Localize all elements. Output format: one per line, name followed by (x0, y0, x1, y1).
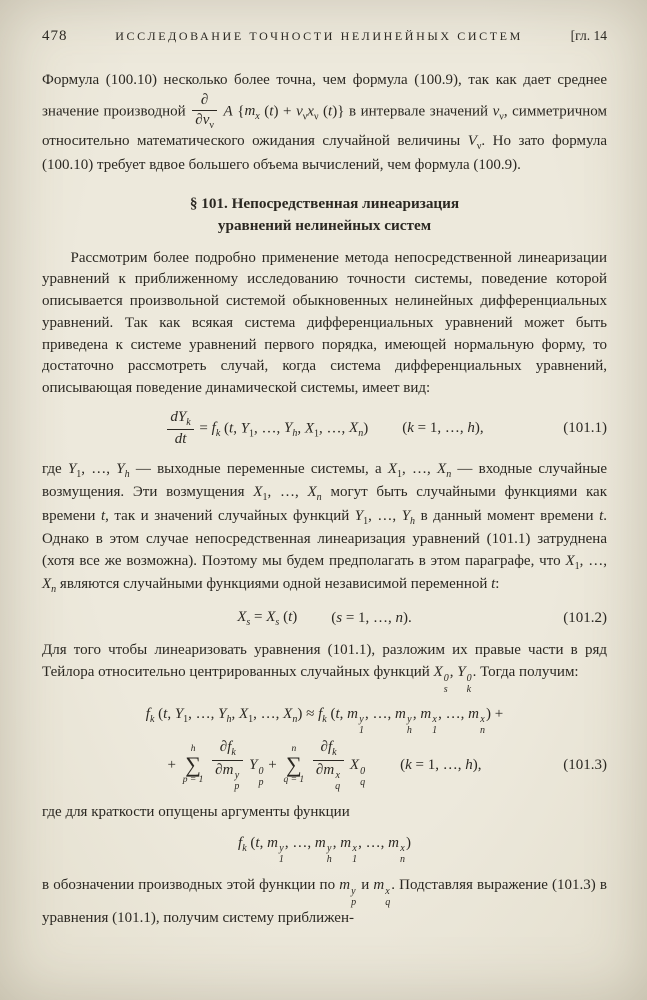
equation-101-1-body: $\frac{dY_k}{dt}$ = $f_k$ (t, $Y_1$, …, $Y_h$, $X_1$, …, $X_n$) (165, 409, 368, 449)
page-header (42, 26, 607, 48)
paragraph-method-intro: Рассмотрим более подробно применение метода непосредственной линеаризации уравнений к приближенному исследованию точности системы, поведение которой описывается произвольной системой обыкновенных нелинейных дифференциальных уравнений. Так как всякая система дифференциальных уравнений может быть приведена к системе уравнений первого порядка, имеющей нормальную форму, то достаточно рассмотреть случай, когда система дифференциальных уравнений, описывающая поведение динамической системы, имеет вид: (42, 249, 607, 397)
paragraph-formula-comparison: Формула (100.10) несколько более точна, чем формула (100.9), так как дает среднее значение производной $\frac{\partial}{\partial v_\nu}$ A {$m_x$ $(t) + v_\nu x_\nu$ (t)} в интервале значений $v_\nu$, симметричном относительно математического ожидания случайной величины $V_\nu$. Но зато формула (100.10) требует вдвое большего объема вычислений, чем формула (100.9). (42, 71, 608, 173)
equation-101-3-line1: $f_k$ (t, $Y_1$, …, $Y_h$, $X_1$, …, $X_n) \approx f_k$ (t, m y 1 , …, m y h , m x 1 , …, m x n ) + (145, 705, 504, 737)
equation-101-3-line2-body: + h ∑ p = 1 $\partial f_k$ ∂m y p Y 0 p + n ∑ q = 1 $\partial f_k$ ∂m x q X 0 q (167, 739, 366, 793)
equation-101-2-number: (101.2) (563, 609, 607, 626)
paragraph-omitted-arguments: где для краткости опущены аргументы функции (42, 804, 350, 821)
equation-function-arguments-body: $f_k$ (t, m y 1 , …, m y h , m x 1 , …, m x n ) (238, 834, 411, 866)
equation-101-2-body: $X_s = X_s$ (t) (237, 608, 298, 628)
equation-101-1 (42, 409, 607, 449)
equation-101-2-condition: (s = 1, …, n). (331, 609, 412, 626)
equation-101-2 (42, 607, 607, 631)
equation-101-3-line2 (42, 739, 607, 792)
section-heading (42, 193, 607, 237)
running-title: ИССЛЕДОВАНИЕ ТОЧНОСТИ НЕЛИНЕЙНЫХ СИСТЕМ (115, 29, 523, 43)
section-heading-line1: § 101. Непосредственная линеаризация (189, 194, 460, 212)
equation-function-arguments (42, 833, 607, 866)
section-heading-line2: уравнений нелинейных систем (217, 216, 432, 234)
equation-101-3-condition: (k = 1, …, h), (400, 756, 482, 773)
equation-101-3-number: (101.3) (563, 756, 607, 773)
equation-101-1-number: (101.1) (563, 419, 607, 436)
paragraph-taylor-series: Для того чтобы линеаризовать уравнения (101.1), разложим их правые части в ряд Тейлора относительно центрированных случайных функций X 0 s , Y 0 k . Тогда получим: (42, 642, 607, 695)
paragraph-variables-description: где $Y_1$, …, $Y_h$ — выходные переменные системы, а $X_1$, …, $X_n$ — входные случайные возмущения. Эти возмущения $X_1$, …, $X_n$ могут быть случайными функциями как времени t, так и значений случайных функций $Y_1$, …, $Y_h$ в данный момент времени t. Однако в этом случае непосредственная линеаризация уравнений (101.1) затруднена (хотя все же возможна). Поэтому мы будем предполагать в этом параграфе, что $X_1$, …, $X_n$ являются случайными функциями одной независимой переменной t: (42, 460, 608, 596)
paragraph-substitution: в обозначении производных этой функции по m y p и m x q . Подставляя выражение (101.3) в уравнения (101.1), получим систему приближен- (42, 877, 608, 926)
page-number: 478 (42, 28, 68, 44)
equation-101-1-condition: (k = 1, …, h), (402, 419, 484, 436)
chapter-reference: [гл. 14 (570, 28, 607, 43)
equation-101-3 (42, 704, 607, 793)
